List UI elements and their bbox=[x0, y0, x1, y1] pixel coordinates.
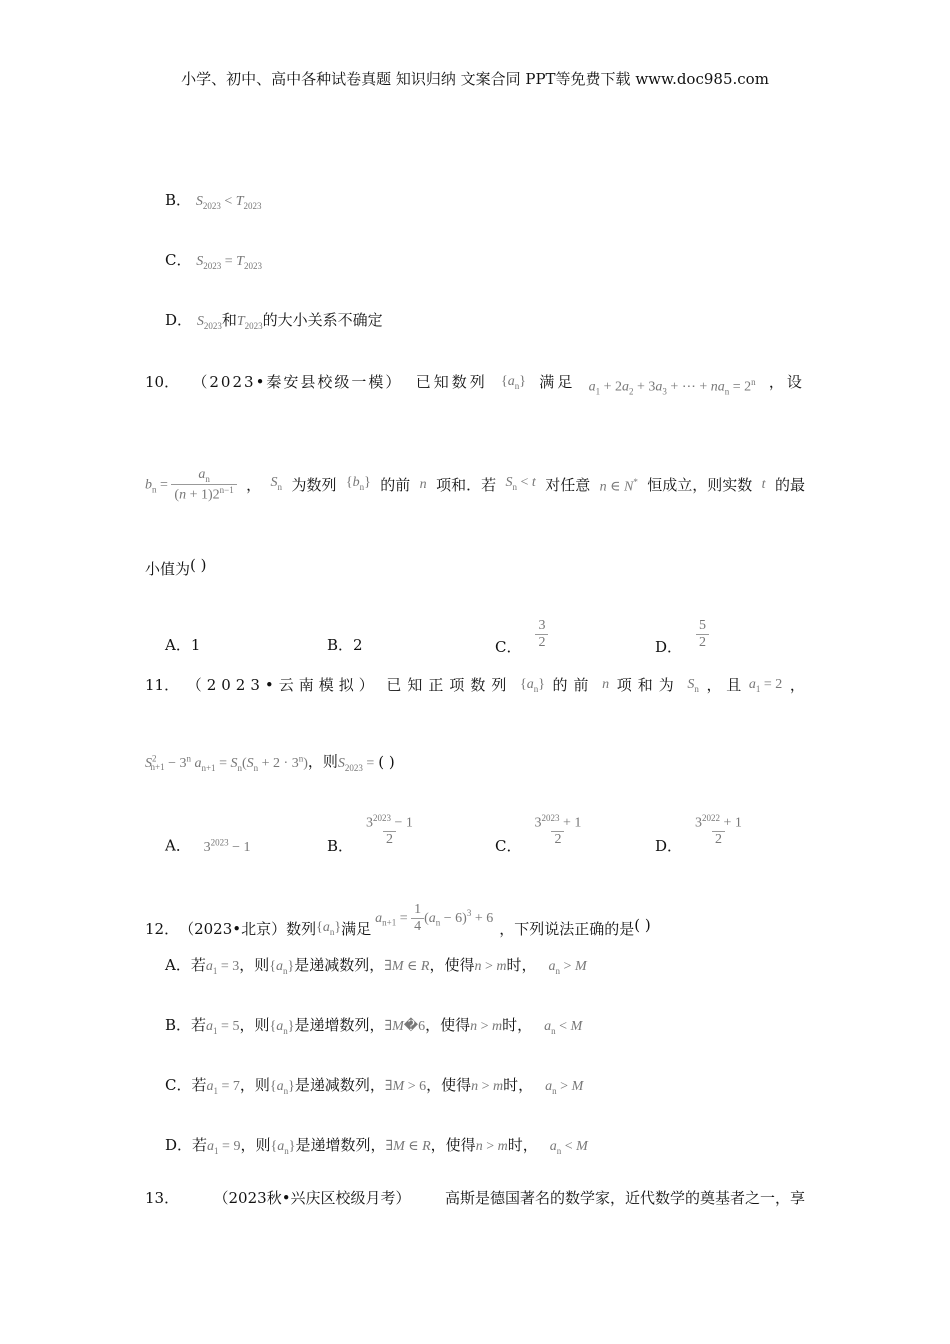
formula: $\{a_n\}$ bbox=[501, 374, 526, 391]
option-label: D． bbox=[165, 1136, 193, 1154]
q12-option-b bbox=[165, 1015, 582, 1041]
formula: $a_1 = 9$ bbox=[207, 1139, 241, 1156]
formula: $a_{n+1}$ = $\frac{1}{4}$ $(a_n - 6)^3 + 6$ bbox=[375, 901, 494, 934]
answer-blank: ( ) bbox=[190, 556, 207, 574]
text: 的最 bbox=[774, 476, 805, 494]
formula: n bbox=[419, 477, 427, 492]
text: 满足 bbox=[539, 373, 576, 391]
answer-blank: ( ) bbox=[634, 915, 651, 934]
q11-option-a bbox=[165, 832, 251, 858]
formula: $a_1 + 2a_2 + 3a_3$ + ⋯ + $na_n = 2^n$ bbox=[588, 377, 756, 397]
text: 是递减数列， bbox=[294, 1076, 385, 1094]
q13-line1 bbox=[145, 1188, 805, 1208]
formula: $\{a_n\}$ bbox=[269, 959, 295, 976]
text: 小值为 bbox=[145, 560, 191, 578]
q10-option-d bbox=[655, 612, 709, 657]
option-label: D． bbox=[655, 837, 683, 855]
question-number: 13． bbox=[145, 1189, 180, 1207]
formula: $S_n$ bbox=[687, 677, 699, 694]
option-label: C． bbox=[495, 837, 522, 855]
option-value: 2 bbox=[353, 636, 363, 654]
q9-option-d bbox=[165, 310, 383, 336]
option-label: D． bbox=[655, 638, 683, 656]
formula: $a_1 = 3$ bbox=[205, 959, 240, 976]
formula: $a_1 = 7$ bbox=[206, 1079, 240, 1096]
formula: n > m bbox=[470, 1019, 503, 1034]
formula: $\{a_n\}$ bbox=[519, 677, 545, 694]
q12-option-a bbox=[165, 955, 587, 981]
formula: $S_n$ bbox=[270, 475, 283, 492]
formula: $a_n < M$ bbox=[544, 1019, 583, 1036]
question-number: 11． bbox=[145, 676, 180, 694]
text: ，使得 bbox=[429, 956, 475, 974]
text: 是递增数列， bbox=[295, 1136, 386, 1154]
question-source: （2023•秦安县校级一模） bbox=[192, 373, 403, 391]
text: 若 bbox=[190, 956, 206, 974]
formula: n > m bbox=[471, 1079, 504, 1094]
text: 时， bbox=[503, 1076, 534, 1094]
text: 时， bbox=[502, 1016, 533, 1034]
text: ，则 bbox=[239, 1076, 270, 1094]
formula: $S_{2023}$ bbox=[196, 314, 222, 331]
formula: $a_n < M$ bbox=[549, 1139, 588, 1156]
text: 已知数列 bbox=[415, 373, 488, 391]
text: 的大小关系不确定 bbox=[262, 311, 383, 329]
text: 和 bbox=[221, 311, 237, 329]
formula: $a_n > M$ bbox=[545, 1079, 584, 1096]
text: ，使得 bbox=[425, 1016, 471, 1034]
formula: $T_{2023}$ bbox=[236, 314, 263, 331]
q11-option-d bbox=[655, 805, 745, 856]
text: 恒成立，则实数 bbox=[647, 476, 753, 494]
option-label: B． bbox=[327, 837, 354, 855]
formula: n ∈ N* bbox=[599, 477, 638, 495]
q10-option-c bbox=[495, 612, 548, 657]
q10-option-b bbox=[327, 635, 363, 655]
q12-option-c bbox=[165, 1075, 583, 1101]
q11-line1 bbox=[145, 675, 805, 699]
formula: $S^2_{n+1} - 3^n$ $a_{n+1} = S_n(S_n + 2 \cdot 3^n)$ bbox=[145, 753, 308, 773]
text: 若 bbox=[191, 1016, 207, 1034]
option-label: C． bbox=[165, 251, 192, 269]
formula: $\frac{3}{2}$ bbox=[535, 618, 548, 651]
formula: $\{b_n\}$ bbox=[345, 475, 371, 492]
text: ，则 bbox=[239, 956, 270, 974]
formula: n bbox=[602, 677, 610, 692]
option-label: D． bbox=[165, 311, 193, 329]
text: 已知正项数列 bbox=[386, 676, 513, 694]
option-label: A． bbox=[165, 836, 191, 855]
option-label: C． bbox=[495, 638, 522, 656]
formula: $\{a_n\}$ bbox=[269, 1079, 295, 1096]
formula: ∃M�6 bbox=[384, 1019, 426, 1034]
q12-stem bbox=[145, 898, 651, 939]
text: 时， bbox=[506, 956, 537, 974]
q10-option-a bbox=[165, 635, 200, 655]
q12-option-d bbox=[165, 1135, 588, 1161]
q9-option-c bbox=[165, 250, 262, 276]
formula: ∃M > 6 bbox=[384, 1079, 427, 1094]
answer-blank: ( ) bbox=[378, 752, 395, 771]
text: 是递增数列， bbox=[294, 1016, 385, 1034]
text: 项和．若 bbox=[436, 476, 497, 494]
q11-option-b bbox=[327, 805, 416, 856]
option-label: B． bbox=[327, 636, 354, 654]
text: 为数列 bbox=[291, 476, 337, 494]
text: 高斯是德国著名的数学家，近代数学的奠基者之一，享 bbox=[444, 1189, 805, 1207]
text: 的前 bbox=[380, 476, 411, 494]
text: ， bbox=[246, 476, 262, 494]
text: 时， bbox=[507, 1136, 538, 1154]
question-source: （2023秋•兴庆区校级月考） bbox=[213, 1189, 411, 1207]
text: ，使得 bbox=[430, 1136, 476, 1154]
text: ，则 bbox=[307, 752, 338, 771]
formula: $\frac{3^{2023} + 1}{2}$ bbox=[534, 812, 582, 848]
option-label: B． bbox=[165, 191, 192, 209]
option-value: 1 bbox=[190, 636, 201, 654]
text: 项和为 bbox=[616, 676, 680, 694]
formula: ∃M ∈ R bbox=[385, 1139, 431, 1154]
text: 是递减数列， bbox=[294, 956, 385, 974]
q9-option-b bbox=[165, 190, 262, 216]
q11-line2 bbox=[145, 748, 395, 777]
formula: $\{a_n\}$ bbox=[269, 1019, 295, 1036]
question-source: （2023•北京） bbox=[179, 920, 287, 938]
formula: $S_{2023} < T_{2023}$ bbox=[195, 194, 262, 211]
text: ， 且 bbox=[706, 676, 742, 694]
formula: $3^{2023} - 1$ bbox=[203, 837, 251, 855]
text: ，则 bbox=[240, 1136, 271, 1154]
formula: $\frac{3^{2023} - 1}{2}$ bbox=[366, 812, 413, 848]
q10-line1 bbox=[145, 372, 805, 401]
text: 的前 bbox=[552, 676, 595, 694]
option-label: B． bbox=[165, 1016, 192, 1034]
question-number: 10． bbox=[145, 373, 180, 391]
formula: $\frac{3^{2022} + 1}{2}$ bbox=[695, 812, 742, 848]
formula: $S_{2023}$ = bbox=[337, 755, 375, 773]
text: 若 bbox=[192, 1136, 208, 1154]
text: ， bbox=[789, 676, 805, 694]
formula: $a_1 = 5$ bbox=[206, 1019, 240, 1036]
q10-line3 bbox=[145, 555, 207, 579]
question-source: （2023•云南模拟） bbox=[186, 676, 379, 694]
text: ，则 bbox=[239, 1016, 270, 1034]
formula: n > m bbox=[474, 959, 507, 974]
text: 若 bbox=[191, 1076, 207, 1094]
text: ，使得 bbox=[426, 1076, 472, 1094]
option-label: A． bbox=[165, 956, 191, 974]
formula: $\{a_n\}$ bbox=[270, 1139, 296, 1156]
text: ，下列说法正确的是 bbox=[499, 920, 635, 938]
formula: $\{a_n\}$ bbox=[316, 920, 342, 937]
formula: $a_1 = 2$ bbox=[748, 677, 783, 694]
formula: n > m bbox=[475, 1139, 508, 1154]
formula: ∃M ∈ R bbox=[384, 959, 430, 974]
text: 对任意 bbox=[545, 476, 591, 494]
page-header: 小学、初中、高中各种试卷真题 知识归纳 文案合同 PPT等免费下载 www.doc985.com bbox=[181, 70, 769, 88]
formula: $S_{2023} = T_{2023}$ bbox=[196, 254, 262, 271]
text: ，设 bbox=[768, 373, 805, 391]
formula: $\frac{5}{2}$ bbox=[696, 618, 709, 651]
text: 满足 bbox=[341, 920, 372, 938]
option-label: A． bbox=[165, 636, 191, 654]
text: 数列 bbox=[286, 920, 317, 938]
formula: $S_n < t$ bbox=[505, 475, 536, 492]
q11-option-c bbox=[495, 805, 584, 856]
option-label: C． bbox=[165, 1076, 192, 1094]
question-number: 12． bbox=[145, 920, 180, 938]
q10-line2 bbox=[145, 455, 805, 515]
formula: t bbox=[761, 477, 766, 492]
formula: $b_n$ = $\frac{a_n}{(n + 1)2^{n-1}}$ bbox=[145, 467, 237, 504]
formula: $a_n > M$ bbox=[548, 959, 587, 976]
